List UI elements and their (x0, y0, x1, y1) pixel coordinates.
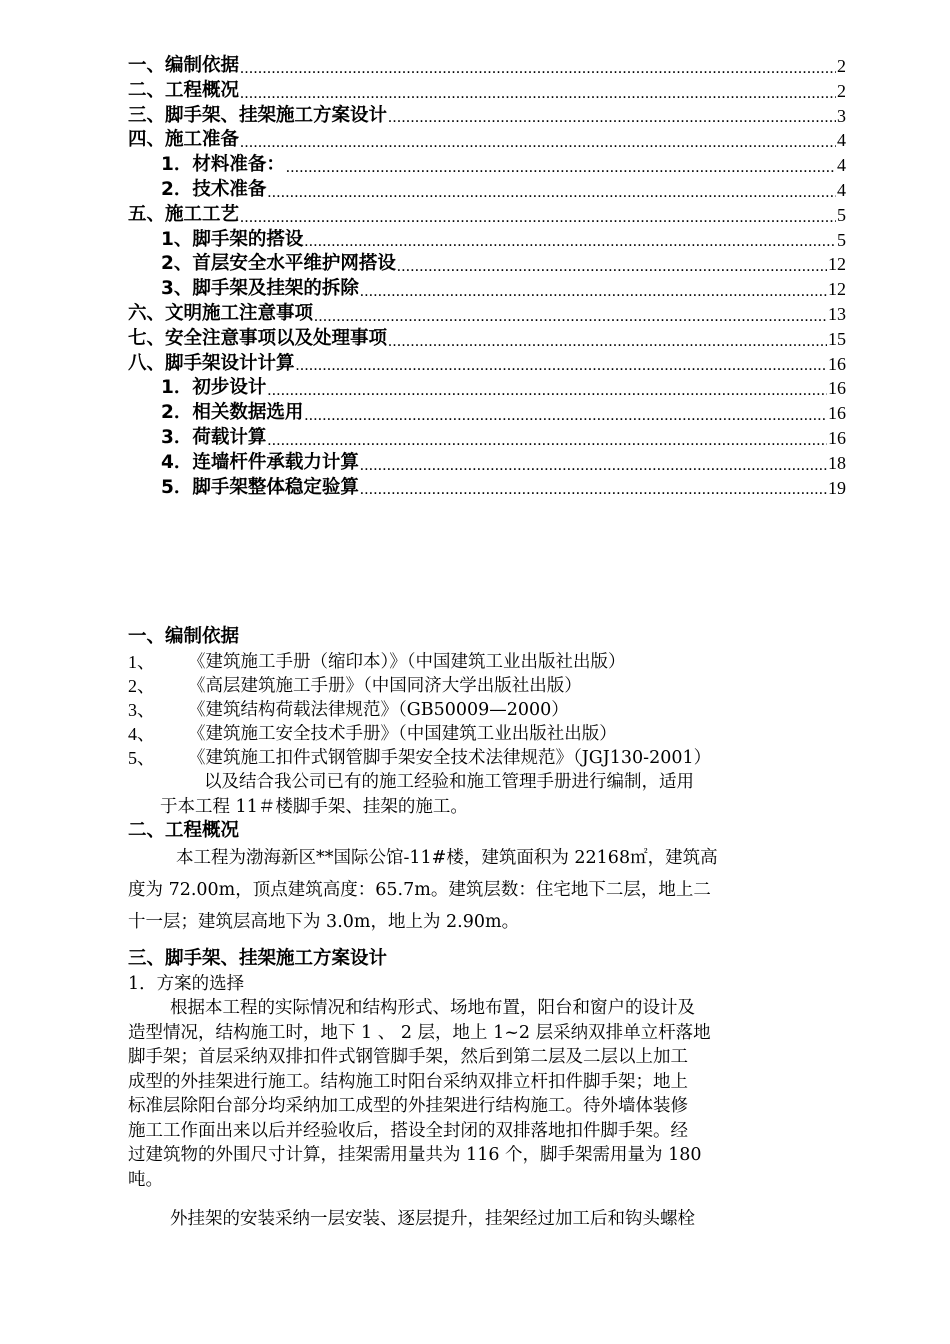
toc-entry[interactable] (128, 277, 846, 302)
toc-label: 三、脚手架、挂架施工方案设计 (128, 104, 388, 126)
toc-page-number: 5 (837, 204, 846, 225)
toc-leader-dots (360, 480, 827, 500)
toc-entry[interactable] (128, 401, 846, 426)
toc-page-number: 16 (828, 378, 846, 399)
paragraph-line: 造型情况，结构施工时，地下 1 、 2 层，地上 1~2 层采纳双排单立杆落地 (128, 1022, 711, 1043)
toc-label: 1、脚手架的搭设 (161, 228, 304, 250)
toc-page-number: 4 (837, 155, 846, 176)
toc-label: 2、首层安全水平维护网搭设 (161, 253, 396, 275)
toc-page-number: 12 (828, 254, 846, 275)
toc-leader-dots (240, 84, 836, 104)
toc-label: 1．材料准备： (161, 154, 285, 176)
toc-page-number: 3 (837, 105, 846, 126)
reference-number: 2、 (128, 676, 155, 696)
paragraph (128, 770, 848, 818)
toc-leader-dots (304, 406, 827, 426)
toc-leader-dots (314, 307, 827, 327)
paragraph-line: 标准层除阳台部分均采纳加工成型的外挂架进行结构施工。待外墙体装修 (128, 1096, 688, 1116)
paragraph-line: 过建筑物的外围尺寸计算，挂架需用量共为 116 个，脚手架需用量为 180 (128, 1145, 702, 1165)
toc-label: 一、编制依据 (128, 55, 240, 76)
paragraph-line: 根据本工程的实际情况和结构形式、场地布置，阳台和窗户的设计及 (170, 998, 695, 1018)
toc-label: 4．连墙杆件承载力计算 (161, 451, 359, 473)
paragraph (128, 842, 848, 946)
toc-entry[interactable] (128, 352, 846, 377)
toc-entry[interactable] (128, 327, 846, 352)
toc-label: 1．初步设计 (161, 377, 267, 399)
toc-label: 四、施工准备 (128, 129, 240, 151)
paragraph-line: 度为 72.00m，顶点建筑高度：65.7m。建筑层数：住宅地下二层，地上二 (128, 880, 711, 900)
toc-leader-dots (304, 232, 836, 252)
toc-leader-dots (397, 257, 827, 277)
reference-item (128, 746, 848, 770)
toc-label: 5．脚手架整体稳定验算 (161, 476, 359, 498)
toc-label: 3、脚手架及挂架的拆除 (161, 278, 359, 300)
paragraph-line: 十一层；建筑层高地下为 3.0m，地上为 2.90m。 (128, 912, 520, 932)
toc-entry[interactable] (128, 426, 846, 451)
toc-entry[interactable] (128, 252, 846, 277)
toc-leader-dots (267, 183, 836, 203)
paragraph-line: 脚手架；首层采纳双排扣件式钢管脚手架，然后到第二层及二层以上加工 (128, 1047, 688, 1067)
toc-entry[interactable] (128, 376, 846, 401)
toc-page-number: 2 (837, 80, 846, 101)
toc-label: 2．技术准备 (161, 178, 267, 200)
toc-page-number: 18 (828, 452, 846, 473)
paragraph-line: 以及结合我公司已有的施工经验和施工管理手册进行编制，适用 (204, 772, 694, 792)
section-heading: 三、脚手架、挂架施工方案设计 (128, 948, 388, 969)
toc-leader-dots (296, 356, 827, 376)
toc-page-number: 12 (828, 279, 846, 300)
toc-page-number: 4 (837, 179, 846, 200)
toc-entry[interactable] (128, 451, 846, 476)
toc-label: 八、脚手架设计计算 (128, 352, 295, 374)
toc-page-number: 16 (828, 403, 846, 424)
paragraph-line: 施工工作面出来以后并经验收后，搭设全封闭的双排落地扣件脚手架。经 (128, 1120, 688, 1141)
reference-text: 《高层建筑施工手册》（中国同济大学出版社出版） (188, 676, 582, 696)
reference-item (128, 674, 848, 698)
toc-page-number: 15 (828, 328, 846, 349)
toc-page-number: 16 (828, 353, 846, 374)
table-of-contents (128, 54, 846, 500)
toc-leader-dots (240, 59, 836, 79)
toc-leader-dots (360, 456, 827, 476)
toc-leader-dots (267, 381, 827, 401)
toc-entry[interactable] (128, 104, 846, 129)
toc-entry[interactable] (128, 128, 846, 153)
toc-entry[interactable] (128, 79, 846, 104)
reference-item (128, 650, 848, 674)
paragraph-line: 吨。 (128, 1169, 163, 1190)
document-body (128, 624, 848, 1232)
section-heading: 二、工程概况 (128, 820, 240, 841)
paragraph-line: 外挂架的安装采纳一层安装、逐层提升，挂架经过加工后和钩头螺栓 (170, 1209, 695, 1229)
toc-entry[interactable] (128, 302, 846, 327)
toc-page-number: 19 (828, 477, 846, 498)
toc-leader-dots (286, 158, 836, 178)
section-heading: 一、编制依据 (128, 626, 240, 647)
reference-text: 《建筑施工安全技术手册》（中国建筑工业出版社出版） (188, 724, 617, 744)
reference-text: 《建筑结构荷载法律规范》（GB50009—2000） (188, 700, 569, 720)
toc-entry[interactable] (128, 54, 846, 79)
paragraph-line: 成型的外挂架进行施工。结构施工时阳台采纳双排立杆扣件脚手架；地上 (128, 1071, 688, 1092)
toc-leader-dots (240, 208, 836, 228)
toc-leader-dots (240, 133, 836, 153)
toc-label: 2．相关数据选用 (161, 402, 304, 424)
toc-label: 七、安全注意事项以及处理事项 (128, 327, 388, 349)
toc-page-number: 16 (828, 427, 846, 448)
toc-entry[interactable] (128, 203, 846, 228)
toc-page-number: 13 (828, 303, 846, 324)
toc-label: 五、施工工艺 (128, 203, 240, 225)
toc-page-number: 5 (837, 229, 846, 250)
toc-label: 六、文明施工注意事项 (128, 302, 314, 324)
toc-label: 3．荷载计算 (161, 426, 267, 448)
paragraph-line: 于本工程 11＃楼脚手架、挂架的施工。 (160, 796, 468, 817)
toc-leader-dots (388, 332, 827, 352)
toc-entry[interactable] (128, 153, 846, 178)
toc-entry[interactable] (128, 228, 846, 253)
reference-number: 3、 (128, 700, 155, 720)
toc-entry[interactable] (128, 476, 846, 501)
reference-number: 5、 (128, 748, 155, 768)
sub-heading: 1．方案的选择 (128, 974, 245, 994)
reference-number: 4、 (128, 724, 155, 744)
paragraph (128, 996, 848, 1200)
paragraph-line: 本工程为渤海新区**国际公馆-11#楼，建筑面积为 22168㎡，建筑高 (176, 848, 718, 868)
reference-item (128, 698, 848, 722)
reference-text: 《建筑施工扣件式钢管脚手架安全技术法律规范》（JGJ130-2001） (188, 748, 712, 768)
toc-page-number: 4 (837, 130, 846, 151)
toc-leader-dots (267, 431, 827, 451)
reference-text: 《建筑施工手册（缩印本）》（中国建筑工业出版社出版） (188, 652, 626, 672)
toc-label: 二、工程概况 (128, 79, 240, 101)
reference-number: 1、 (128, 652, 155, 672)
toc-leader-dots (360, 282, 827, 302)
toc-entry[interactable] (128, 178, 846, 203)
toc-page-number: 2 (837, 56, 846, 76)
reference-item (128, 722, 848, 746)
toc-leader-dots (388, 108, 836, 128)
